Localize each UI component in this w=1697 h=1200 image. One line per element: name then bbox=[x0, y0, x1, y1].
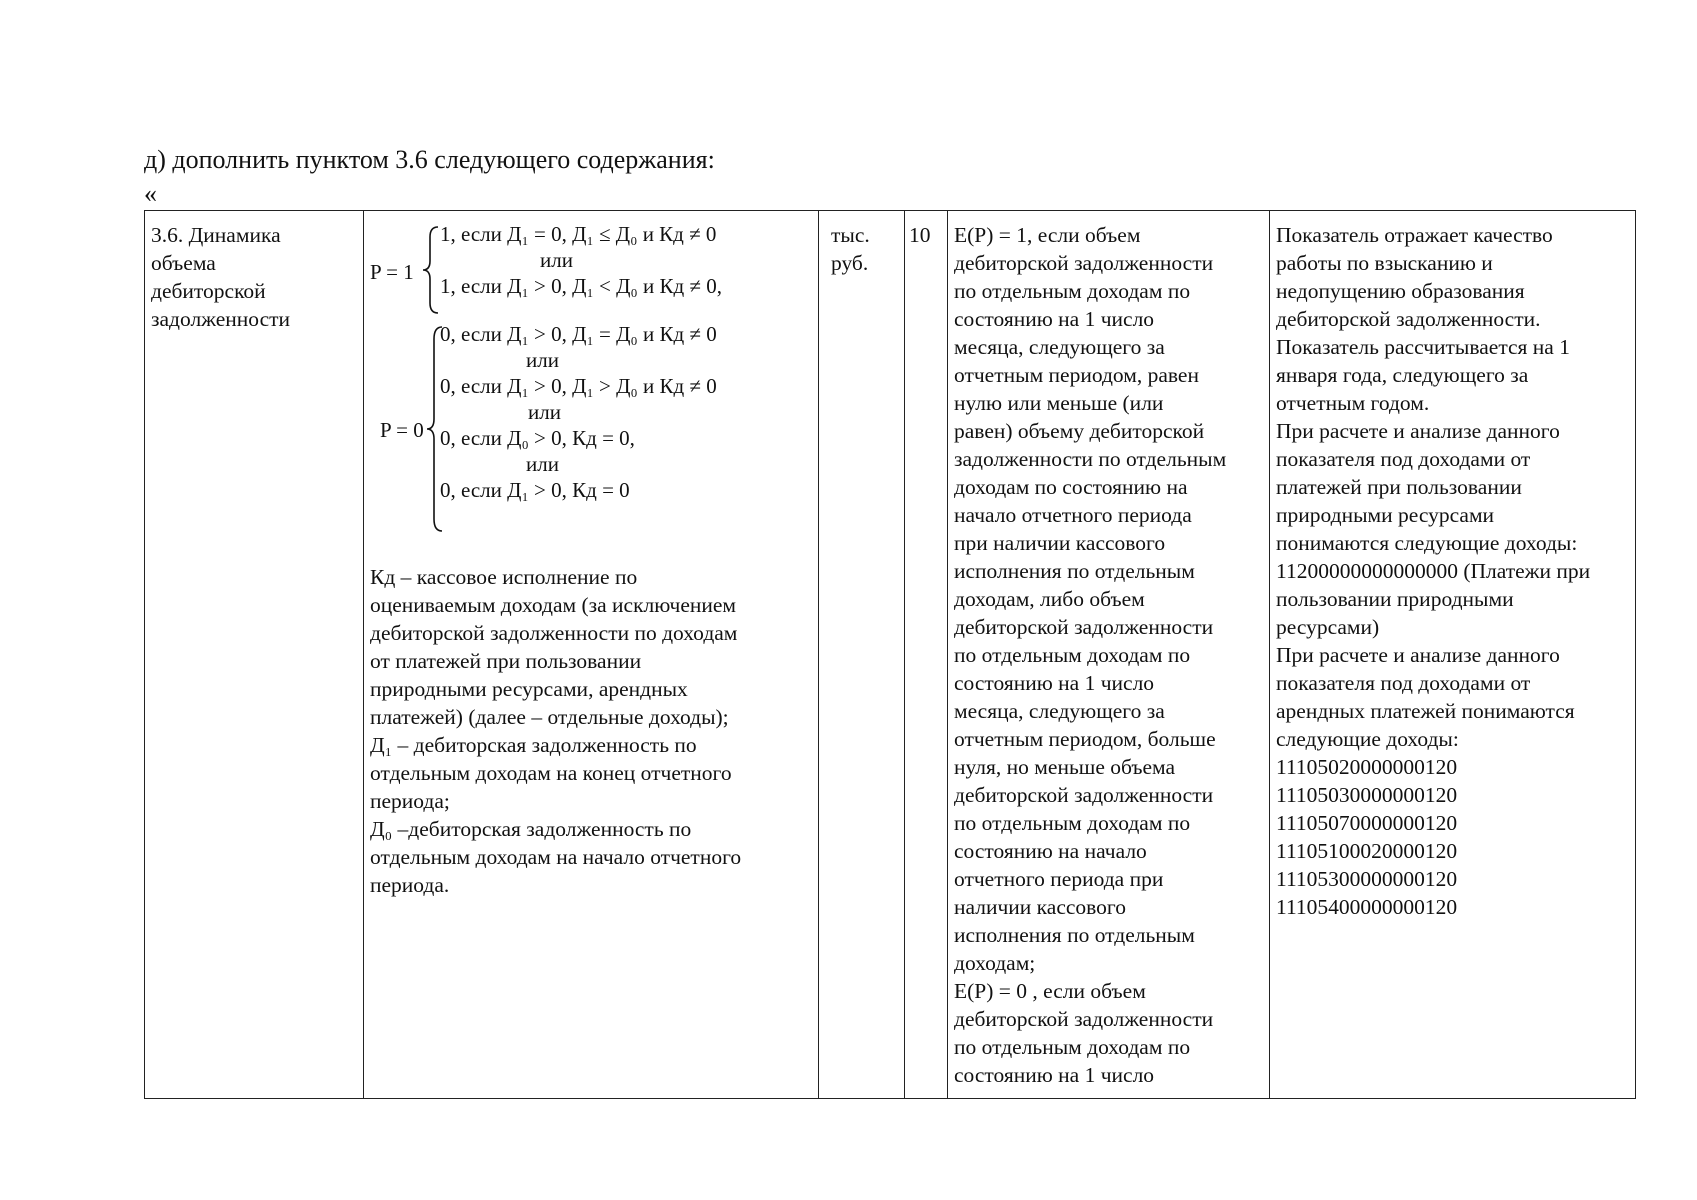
evaluation-line: по отдельным доходам по bbox=[954, 643, 1191, 667]
amendment-intro: д) дополнить пунктом 3.6 следующего содержания: bbox=[144, 145, 715, 174]
evaluation-line: отчетным периодом, равен bbox=[954, 363, 1199, 387]
evaluation-line: нуля, но меньше объема bbox=[954, 755, 1176, 779]
comment-line: арендных платежей понимаются bbox=[1276, 699, 1575, 723]
comment-line: работы по взысканию и bbox=[1276, 251, 1493, 275]
comment-line: следующие доходы: bbox=[1276, 727, 1459, 751]
p0-or-3: или bbox=[526, 452, 559, 476]
definition-line: периода. bbox=[370, 873, 450, 897]
comment-line: января года, следующего за bbox=[1276, 363, 1529, 387]
evaluation-line: доходам; bbox=[954, 951, 1036, 975]
evaluation-line: равен) объему дебиторской bbox=[954, 419, 1205, 443]
definition-line: платежей) (далее – отдельные доходы); bbox=[370, 705, 729, 729]
evaluation-cell bbox=[948, 211, 1270, 1099]
weight-cell bbox=[905, 211, 948, 1099]
comment-line: 11105300000000120 bbox=[1276, 867, 1458, 891]
indicator-name-line: объема bbox=[151, 251, 216, 275]
p0-condition-3: 0, если Д₀ > 0, Кд = 0, bbox=[440, 426, 635, 450]
p1-condition-1: 1, если Д₁ = 0, Д₁ ≤ Д₀ и Кд ≠ 0 bbox=[440, 222, 717, 246]
evaluation-line: состоянию на начало bbox=[954, 839, 1147, 863]
comment-line: При расчете и анализе данного bbox=[1276, 419, 1560, 443]
evaluation-line: доходам, либо объем bbox=[954, 587, 1145, 611]
evaluation-line: наличии кассового bbox=[954, 895, 1126, 919]
comment-line: понимаются следующие доходы: bbox=[1276, 531, 1578, 555]
comment-line: Показатель рассчитывается на 1 bbox=[1276, 335, 1570, 359]
definition-line: отдельным доходам на начало отчетного bbox=[370, 845, 742, 869]
comment-line: 11200000000000000 (Платежи при bbox=[1276, 559, 1591, 583]
comment-line: 11105070000000120 bbox=[1276, 811, 1458, 835]
p1-condition-2: 1, если Д₁ > 0, Д₁ < Д₀ и Кд ≠ 0, bbox=[440, 274, 722, 298]
definition-line: от платежей при пользовании bbox=[370, 649, 642, 673]
evaluation-line: состоянию на 1 число bbox=[954, 671, 1155, 695]
unit-line: тыс. bbox=[831, 223, 870, 247]
evaluation-line: по отдельным доходам по bbox=[954, 279, 1191, 303]
comment-line: отчетным годом. bbox=[1276, 391, 1430, 415]
comment-line: показателя под доходами от bbox=[1276, 671, 1531, 695]
comment-line: дебиторской задолженности. bbox=[1276, 307, 1541, 331]
definition-line: отдельным доходам на конец отчетного bbox=[370, 761, 732, 785]
variable-definitions bbox=[370, 563, 812, 899]
indicator-table bbox=[144, 210, 1636, 1099]
evaluation-line: при наличии кассового bbox=[954, 531, 1166, 555]
evaluation-line: начало отчетного периода bbox=[954, 503, 1192, 527]
evaluation-line: доходам по состоянию на bbox=[954, 475, 1188, 499]
comment-line: платежей при пользовании bbox=[1276, 475, 1522, 499]
evaluation-line: дебиторской задолженности bbox=[954, 251, 1214, 275]
evaluation-line: дебиторской задолженности bbox=[954, 1007, 1214, 1031]
definition-line: дебиторской задолженности по доходам bbox=[370, 621, 738, 645]
indicator-name-line: задолженности bbox=[151, 307, 291, 331]
comment-line: 11105100020000120 bbox=[1276, 839, 1458, 863]
weight-value: 10 bbox=[909, 223, 931, 247]
evaluation-line: дебиторской задолженности bbox=[954, 615, 1214, 639]
comment-line: природными ресурсами bbox=[1276, 503, 1495, 527]
left-brace-icon bbox=[422, 225, 440, 315]
definition-line: периода; bbox=[370, 789, 450, 813]
indicator-name-line: 3.6. Динамика bbox=[151, 223, 281, 247]
indicator-name-line: дебиторской bbox=[151, 279, 266, 303]
comment-line: пользовании природными bbox=[1276, 587, 1514, 611]
evaluation-line: месяца, следующего за bbox=[954, 699, 1165, 723]
p0-or-1: или bbox=[526, 348, 559, 372]
evaluation-line: исполнения по отдельным bbox=[954, 923, 1195, 947]
p0-condition-1: 0, если Д₁ > 0, Д₁ = Д₀ и Кд ≠ 0 bbox=[440, 322, 717, 346]
formula-p0 bbox=[370, 321, 812, 561]
evaluation-line: месяца, следующего за bbox=[954, 335, 1165, 359]
comment-line: 11105020000000120 bbox=[1276, 755, 1458, 779]
comment-line: недопущению образования bbox=[1276, 279, 1525, 303]
indicator-name-cell bbox=[145, 211, 364, 1099]
p1-or: или bbox=[540, 248, 573, 272]
definition-line: природными ресурсами, арендных bbox=[370, 677, 688, 701]
evaluation-line: состоянию на 1 число bbox=[954, 1063, 1155, 1087]
definition-line: Д₀ –дебиторская задолженность по bbox=[370, 817, 692, 841]
comment-line: ресурсами) bbox=[1276, 615, 1380, 639]
comment-line: 11105400000000120 bbox=[1276, 895, 1458, 919]
evaluation-line: задолженности по отдельным bbox=[954, 447, 1227, 471]
evaluation-line: отчетного периода при bbox=[954, 867, 1164, 891]
p0-condition-2: 0, если Д₁ > 0, Д₁ > Д₀ и Кд ≠ 0 bbox=[440, 374, 717, 398]
comment-line: показателя под доходами от bbox=[1276, 447, 1531, 471]
table-row bbox=[145, 211, 1636, 1099]
unit-line: руб. bbox=[831, 251, 869, 275]
evaluation-line: по отдельным доходам по bbox=[954, 811, 1191, 835]
evaluation-line: состоянию на 1 число bbox=[954, 307, 1155, 331]
definition-line: Кд – кассовое исполнение по bbox=[370, 565, 638, 589]
comment-cell bbox=[1270, 211, 1636, 1099]
formula-cell bbox=[364, 211, 819, 1099]
p0-or-2: или bbox=[528, 400, 561, 424]
evaluation-line: отчетным периодом, больше bbox=[954, 727, 1216, 751]
comment-line: 11105030000000120 bbox=[1276, 783, 1458, 807]
unit-cell bbox=[819, 211, 905, 1099]
evaluation-line: исполнения по отдельным bbox=[954, 559, 1195, 583]
comment-line: При расчете и анализе данного bbox=[1276, 643, 1560, 667]
opening-quote: « bbox=[144, 179, 157, 208]
evaluation-line: E(P) = 1, если объем bbox=[954, 223, 1141, 247]
evaluation-line: E(P) = 0 , если объем bbox=[954, 979, 1146, 1003]
p0-condition-4: 0, если Д₁ > 0, Кд = 0 bbox=[440, 478, 630, 502]
p0-label: P = 0 bbox=[380, 418, 424, 442]
definition-line: оцениваемым доходам (за исключением bbox=[370, 593, 737, 617]
evaluation-line: дебиторской задолженности bbox=[954, 783, 1214, 807]
p1-label: P = 1 bbox=[370, 260, 414, 284]
formula-p1 bbox=[370, 221, 812, 321]
evaluation-line: нулю или меньше (или bbox=[954, 391, 1164, 415]
definition-line: Д₁ – дебиторская задолженность по bbox=[370, 733, 697, 757]
comment-line: Показатель отражает качество bbox=[1276, 223, 1553, 247]
evaluation-line: по отдельным доходам по bbox=[954, 1035, 1191, 1059]
